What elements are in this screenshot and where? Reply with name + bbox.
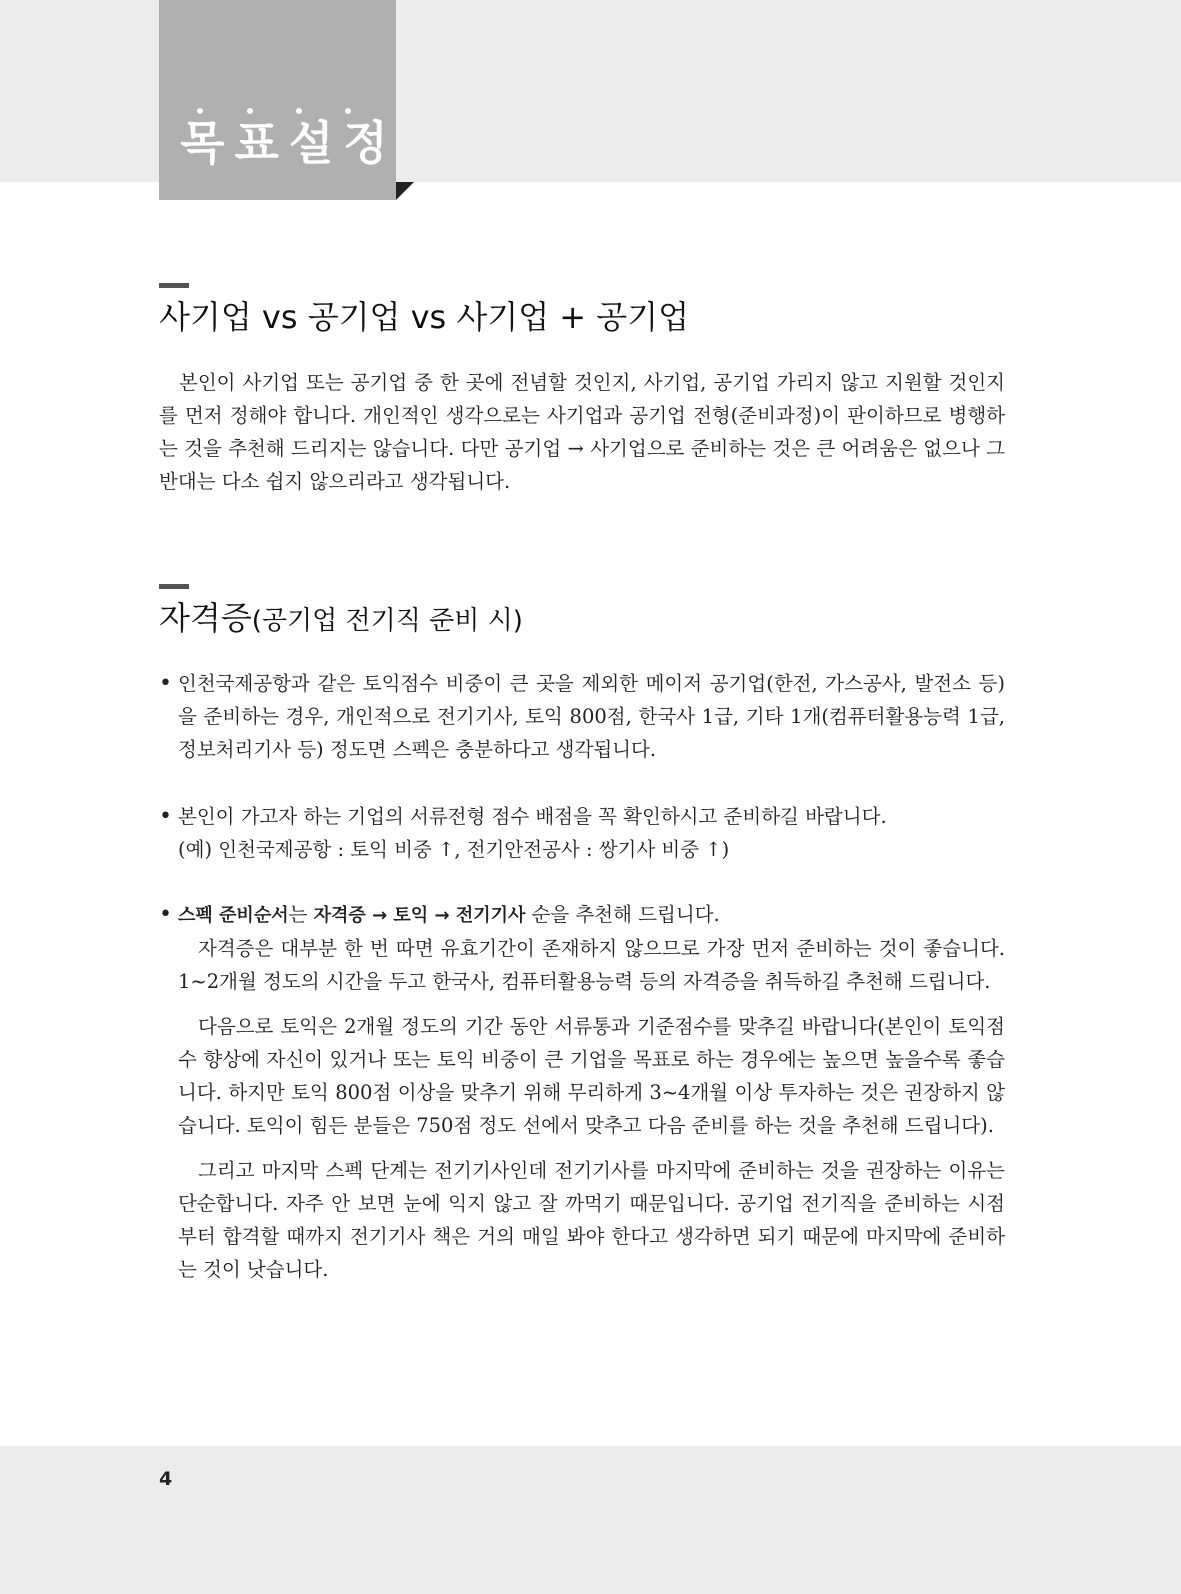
bullet-text: 인천국제공항과 같은 토익점수 비중이 큰 곳을 제외한 메이저 공기업(한전, 가스공사, 발전소 등)을 준비하는 경우, 개인적으로 전기기사, 토익 800점, 한국사 1급, 기타 1개(컴퓨터활용능력 1급, 정보처리기사 등) 정도면 스펙은 충분하다고 생각됩니다.: [178, 672, 1005, 761]
bullet-item: [159, 898, 1005, 1286]
bullet-dot-icon: •: [159, 902, 172, 927]
page-number: 4: [159, 1468, 173, 1490]
section-heading-private-vs-public: 사기업 vs 공기업 vs 사기업 + 공기업: [159, 298, 690, 336]
bold-sequence: 자격증 → 토익 → 전기기사: [313, 905, 526, 926]
corner-triangle: [396, 182, 414, 200]
chapter-title: 목표설정: [180, 116, 398, 170]
bullet-paragraph: 그리고 마지막 스펙 단계는 전기기사인데 전기기사를 마지막에 준비하는 것을 권장하는 이유는 단순합니다. 자주 안 보면 눈에 익지 않고 잘 까먹기 때문입니다. 공기업 전기직을 준비하는 시점부터 합격할 때까지 전기기사 책은 거의 매일 봐야 한다고 생각하면 되기 때문에 마지막에 준비하는 것이 낫습니다.: [178, 1159, 1005, 1281]
bullet-lead: [178, 898, 1005, 932]
section-paragraph: 본인이 사기업 또는 공기업 중 한 곳에 전념할 것인지, 사기업, 공기업 가리지 않고 지원할 것인지를 먼저 정해야 합니다. 개인적인 생각으로는 사기업과 공기업 전형(준비과정)이 판이하므로 병행하는 것을 추천해 드리지는 않습니다. 다만 공기업 → 사기업으로 준비하는 것은 큰 어려움은 없으나 그 반대는 다소 쉽지 않으리라고 생각됩니다.: [159, 371, 1005, 493]
bullet-item: [159, 667, 1005, 766]
heading-sub: (공기업 전기직 준비 시): [251, 606, 523, 636]
bold-term: 스펙 준비순서: [178, 905, 289, 926]
bullet-text: 본인이 가고자 하는 기업의 서류전형 점수 배점을 꼭 확인하시고 준비하길 바랍니다.: [178, 805, 887, 828]
bullet-example: (예) 인천국제공항 : 토익 비중 ↑, 전기안전공사 : 쌍기사 비중 ↑): [178, 838, 730, 861]
section-heading-certificates: [159, 598, 523, 641]
footer-band: [0, 1446, 1181, 1594]
section-bar: [159, 283, 189, 288]
bullet-item: [159, 800, 1005, 866]
bullet-paragraph: 다음으로 토익은 2개월 정도의 기간 동안 서류통과 기준점수를 맞추길 바랍니다(본인이 토익점수 향상에 자신이 있거나 또는 토익 비중이 큰 기업을 목표로 하는 경우에는 높으면 높을수록 좋습니다. 하지만 토익 800점 이상을 맞추기 위해 무리하게 3~4개월 이상 투자하는 것은 권장하지 않습니다. 토익이 힘든 분들은 750점 정도 선에서 맞추고 다음 준비를 하는 것을 추천해 드립니다).: [178, 1015, 1005, 1137]
bullet-dot-icon: •: [159, 671, 172, 696]
section-bar: [159, 584, 189, 589]
lead-text: 순을 추천해 드립니다.: [525, 903, 720, 926]
lead-text: 는: [288, 903, 314, 926]
bullet-dot-icon: •: [159, 804, 172, 829]
bullet-paragraph: 자격증은 대부분 한 번 따면 유효기간이 존재하지 않으므로 가장 먼저 준비하는 것이 좋습니다. 1~2개월 정도의 시간을 두고 한국사, 컴퓨터활용능력 등의 자격증을 취득하길 추천해 드립니다.: [178, 937, 1005, 993]
heading-main: 자격증: [159, 599, 252, 637]
